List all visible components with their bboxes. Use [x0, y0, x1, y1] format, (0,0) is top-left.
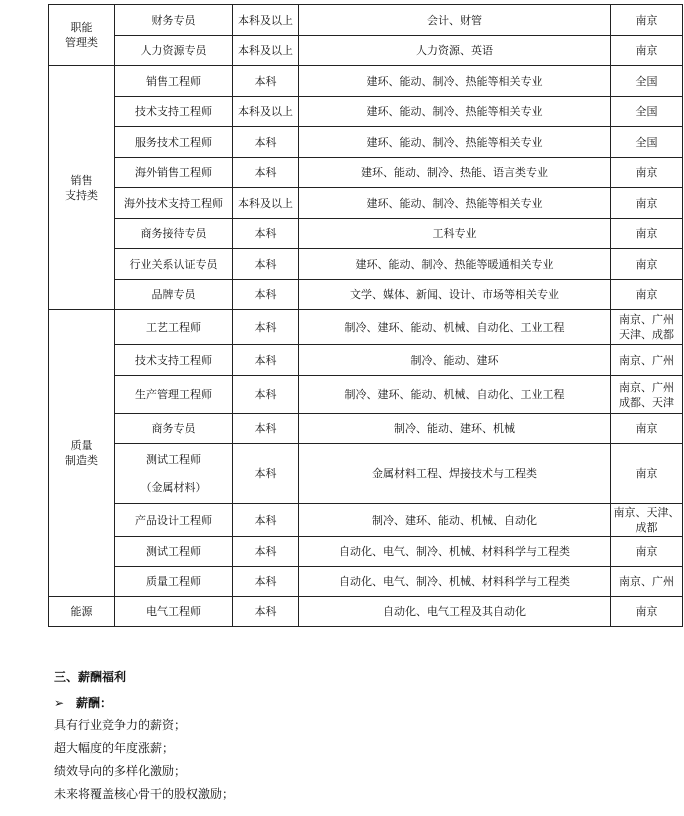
salary-line: 超大幅度的年度涨薪；	[54, 741, 175, 755]
category-label: 质量	[70, 439, 93, 452]
position-cell	[115, 219, 233, 249]
location-cell	[611, 597, 683, 627]
position-cell-line: 海外技术支持工程师	[124, 196, 223, 210]
recruitment-table	[48, 4, 683, 627]
category-cell	[49, 310, 115, 597]
position-cell-line: 测试工程师	[146, 545, 201, 558]
position-cell	[115, 567, 233, 597]
location-cell	[611, 158, 683, 188]
position-cell	[115, 597, 233, 627]
category-cell	[49, 66, 115, 310]
location-cell	[611, 504, 683, 537]
category-label: 销售	[70, 173, 93, 187]
table-row	[49, 280, 683, 310]
location-cell-line: 南京	[635, 166, 658, 179]
location-cell-line: 南京	[635, 545, 658, 558]
location-cell-line: 南京	[635, 288, 658, 301]
degree-cell: 本科及以上	[233, 5, 299, 36]
category-label: 制造类	[65, 454, 98, 467]
location-cell-line: 南京	[635, 13, 658, 27]
location-cell	[611, 66, 683, 97]
location-cell-line: 南京、广州	[619, 575, 674, 588]
category-label: 能源	[70, 605, 93, 618]
degree-cell: 本科	[233, 414, 299, 444]
table-row	[49, 127, 683, 158]
degree-cell: 本科	[233, 66, 299, 97]
table-row	[49, 249, 683, 280]
major-cell: 建环、能动、制冷、热能等相关专业	[299, 188, 611, 219]
position-cell-line: 销售工程师	[146, 74, 201, 88]
location-cell	[611, 345, 683, 376]
location-cell-line: 全国	[635, 74, 658, 88]
position-cell-line: 品牌专员	[151, 288, 196, 301]
major-cell: 自动化、电气工程及其自动化	[299, 597, 611, 627]
table-row	[49, 597, 683, 627]
position-cell-line: 电气工程师	[146, 605, 201, 618]
major-cell: 自动化、电气、制冷、机械、材料科学与工程类	[299, 537, 611, 567]
major-cell: 工科专业	[299, 219, 611, 249]
position-cell	[115, 36, 233, 66]
salary-line: 具有行业竞争力的薪资；	[54, 718, 187, 732]
location-cell	[611, 444, 683, 504]
major-cell: 制冷、建环、能动、机械、自动化、工业工程	[299, 310, 611, 345]
degree-cell: 本科	[233, 219, 299, 249]
location-cell	[611, 414, 683, 444]
location-cell	[611, 127, 683, 158]
position-cell-line: 生产管理工程师	[135, 388, 212, 401]
category-label: 管理类	[65, 36, 98, 49]
table-row	[49, 66, 683, 97]
position-cell-line: 产品设计工程师	[135, 513, 212, 527]
position-cell-line: 技术支持工程师	[135, 105, 212, 118]
location-cell	[611, 97, 683, 127]
position-cell	[115, 504, 233, 537]
table-row	[49, 188, 683, 219]
location-cell-line: 全国	[635, 105, 658, 118]
degree-cell: 本科	[233, 504, 299, 537]
arrow-bullet-icon: ➢	[54, 696, 65, 710]
major-cell: 建环、能动、制冷、热能、语言类专业	[299, 158, 611, 188]
major-cell: 制冷、能动、建环、机械	[299, 414, 611, 444]
location-cell-line: 全国	[635, 135, 658, 149]
location-cell-line: 南京	[635, 422, 658, 435]
salary-list	[54, 716, 234, 808]
position-cell	[115, 537, 233, 567]
major-cell: 会计、财管	[299, 5, 611, 36]
degree-cell: 本科	[233, 376, 299, 414]
position-cell	[115, 444, 233, 504]
category-cell	[49, 5, 115, 66]
position-cell-line: （金属材料）	[140, 481, 207, 494]
degree-cell: 本科及以上	[233, 36, 299, 66]
degree-cell: 本科	[233, 158, 299, 188]
major-cell: 人力资源、英语	[299, 36, 611, 66]
position-cell-line: 行业关系认证专员	[129, 257, 218, 271]
degree-cell: 本科及以上	[233, 188, 299, 219]
table-row	[49, 444, 683, 504]
degree-cell: 本科	[233, 597, 299, 627]
table-row	[49, 504, 683, 537]
category-label: 职能	[70, 21, 93, 34]
major-cell: 制冷、建环、能动、机械、自动化	[299, 504, 611, 537]
table-row	[49, 310, 683, 345]
major-cell: 制冷、能动、建环	[299, 345, 611, 376]
position-cell	[115, 97, 233, 127]
location-cell-line: 南京	[635, 196, 658, 210]
table-row	[49, 345, 683, 376]
degree-cell: 本科及以上	[233, 97, 299, 127]
position-cell-line: 海外销售工程师	[135, 166, 212, 179]
location-cell	[611, 280, 683, 310]
position-cell	[115, 310, 233, 345]
position-cell	[115, 5, 233, 36]
location-cell	[611, 376, 683, 414]
degree-cell: 本科	[233, 345, 299, 376]
location-cell-line: 南京、广州	[619, 353, 674, 367]
location-cell-line: 成都	[635, 521, 658, 534]
major-cell: 金属材料工程、焊接技术与工程类	[299, 444, 611, 504]
category-label: 支持类	[65, 188, 98, 202]
location-cell	[611, 5, 683, 36]
location-cell-line: 成都、天津	[619, 395, 674, 409]
salary-line: 绩效导向的多样化激励；	[54, 764, 187, 778]
location-cell-line: 南京、广州	[619, 380, 674, 394]
degree-cell: 本科	[233, 310, 299, 345]
position-cell-line: 商务专员	[151, 422, 196, 435]
major-cell: 建环、能动、制冷、热能等相关专业	[299, 127, 611, 158]
location-cell-line: 南京	[635, 44, 658, 57]
major-cell: 建环、能动、制冷、热能等相关专业	[299, 66, 611, 97]
subsection-heading	[54, 694, 112, 711]
major-cell: 建环、能动、制冷、热能等相关专业	[299, 97, 611, 127]
position-cell	[115, 66, 233, 97]
location-cell-line: 南京	[635, 467, 658, 480]
major-cell: 制冷、建环、能动、机械、自动化、工业工程	[299, 376, 611, 414]
position-cell	[115, 127, 233, 158]
table-row	[49, 36, 683, 66]
location-cell	[611, 310, 683, 345]
position-cell	[115, 158, 233, 188]
position-cell-line: 人力资源专员	[140, 44, 207, 57]
salary-line: 未来将覆盖核心骨干的股权激励；	[54, 787, 235, 801]
location-cell	[611, 188, 683, 219]
position-cell	[115, 376, 233, 414]
table-row	[49, 567, 683, 597]
table-row	[49, 414, 683, 444]
table-row	[49, 158, 683, 188]
position-cell	[115, 280, 233, 310]
position-cell	[115, 414, 233, 444]
location-cell-line: 南京、广州	[619, 313, 674, 326]
position-cell-line: 技术支持工程师	[135, 353, 212, 367]
major-cell: 自动化、电气、制冷、机械、材料科学与工程类	[299, 567, 611, 597]
location-cell	[611, 249, 683, 280]
major-cell: 文学、媒体、新闻、设计、市场等相关专业	[299, 280, 611, 310]
location-cell-line: 天津、成都	[619, 328, 674, 341]
position-cell-line: 测试工程师	[146, 453, 201, 466]
location-cell	[611, 567, 683, 597]
table-row	[49, 5, 683, 36]
degree-cell: 本科	[233, 567, 299, 597]
location-cell	[611, 219, 683, 249]
position-cell-line: 工艺工程师	[146, 320, 201, 334]
position-cell	[115, 249, 233, 280]
location-cell-line: 南京	[635, 227, 658, 240]
degree-cell: 本科	[233, 280, 299, 310]
location-cell	[611, 36, 683, 66]
position-cell	[115, 345, 233, 376]
degree-cell: 本科	[233, 127, 299, 158]
degree-cell: 本科	[233, 444, 299, 504]
degree-cell: 本科	[233, 537, 299, 567]
position-cell-line: 财务专员	[151, 13, 196, 27]
position-cell-line: 商务接待专员	[140, 227, 207, 240]
section-heading: 三、薪酬福利	[54, 670, 127, 684]
position-cell-line: 质量工程师	[146, 575, 201, 588]
table-row	[49, 219, 683, 249]
location-cell-line: 南京、天津、	[613, 506, 680, 519]
degree-cell: 本科	[233, 249, 299, 280]
position-cell	[115, 188, 233, 219]
major-cell: 建环、能动、制冷、热能等暖通相关专业	[299, 249, 611, 280]
location-cell-line: 南京	[635, 605, 658, 618]
table-row	[49, 376, 683, 414]
location-cell	[611, 537, 683, 567]
subsection-label: 薪酬：	[76, 696, 113, 710]
position-cell-line: 服务技术工程师	[135, 135, 212, 149]
table-row	[49, 97, 683, 127]
category-cell	[49, 597, 115, 627]
location-cell-line: 南京	[635, 257, 658, 271]
table-row	[49, 537, 683, 567]
